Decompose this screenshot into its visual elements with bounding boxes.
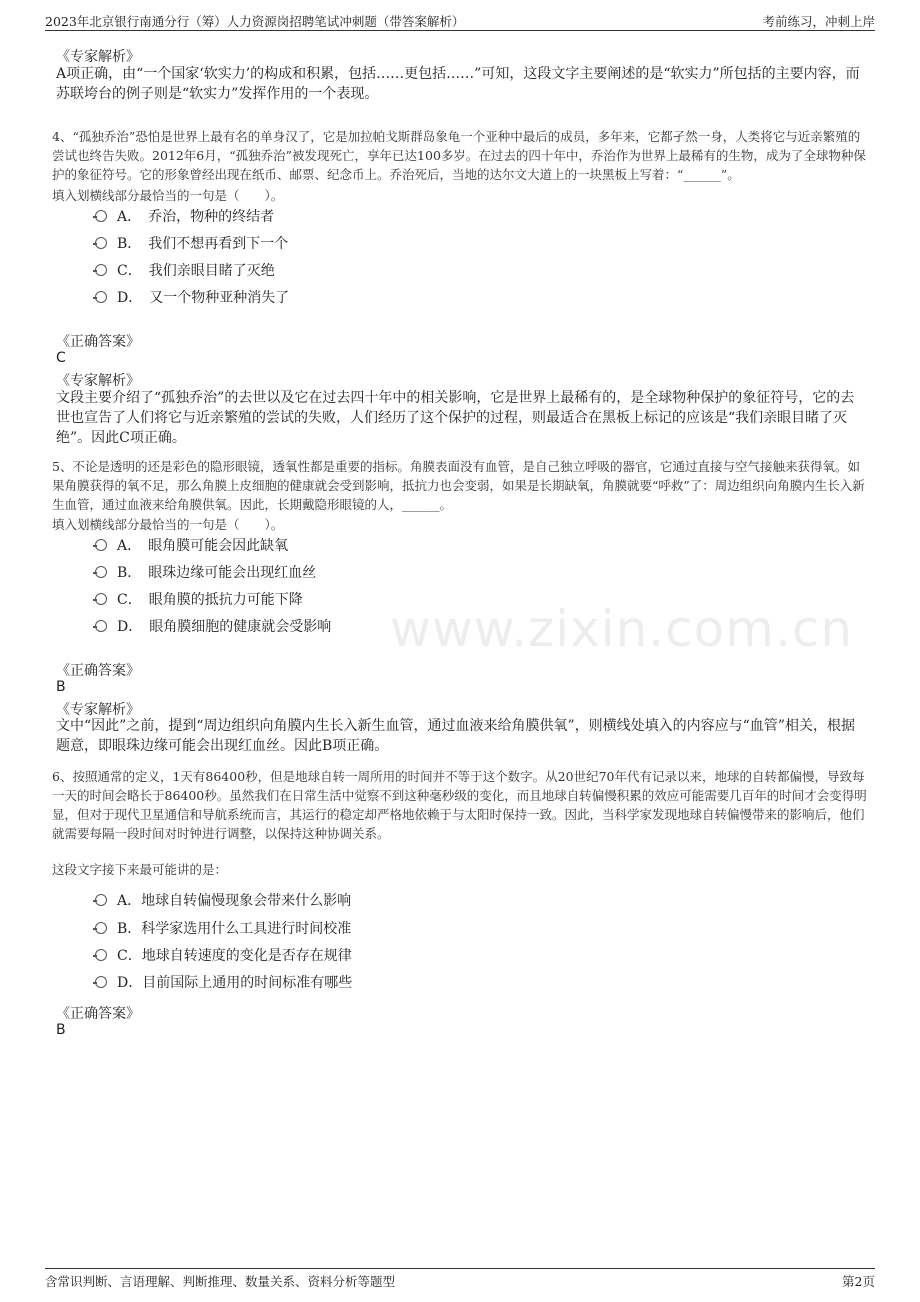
q4-prompt: 填入划横线部分最恰当的一句是（ ）。 [52, 188, 284, 203]
q5-option-c-text: C． 眼角膜的抵抗力可能下降 [117, 592, 303, 608]
q6-option-b[interactable] [95, 918, 351, 940]
footer-topics: 含常识判断、言语理解、判断推理、数量关系、资料分析等题型 [45, 1274, 396, 1289]
q5-option-b-text: B． 眼珠边缘可能会出现红血丝 [117, 565, 317, 581]
q6-prompt: 这段文字接下来最可能讲的是： [52, 862, 228, 877]
watermark: www.zixin.com.cn [390, 600, 854, 658]
q4-expert-label: 《专家解析》 [56, 373, 140, 389]
q6-option-d[interactable] [95, 972, 352, 994]
header-slogan: 考前练习，冲刺上岸 [762, 14, 875, 29]
q5-prompt: 填入划横线部分最恰当的一句是（ ）。 [52, 517, 284, 532]
q5-option-c[interactable] [95, 589, 303, 611]
radio-icon[interactable] [95, 539, 107, 551]
q5-option-a-text: A． 眼角膜可能会因此缺氧 [117, 538, 289, 554]
q6-stem: 6、按照通常的定义，1天有86400秒，但是地球自转一周所用的时间并不等于这个数字。从20世纪70年代有记录以来，地球的自转都偏慢，导致每一天的时间会略长于86400秒。虽然我们在日常生活中觉察不到这种毫秒级的变化，而且地球自转偏慢积累的效应可能需要几百年的时间才会变得明显，但对于现代卫星通信和导航系统而言，其运行的稳定却严格地依赖于与太阳时保持一致。因此，当科学家发现地球自转偏慢带来的影响后，他们就需要每隔一段时间对时钟进行调整，以保持这种协调关系。 [52, 769, 867, 841]
radio-icon[interactable] [95, 620, 107, 632]
radio-icon[interactable] [95, 210, 107, 222]
q5-option-b[interactable] [95, 562, 316, 584]
q4-explanation: 文段主要介绍了“孤独乔治”的去世以及它在过去四十年中的相关影响，它是世界上最稀有的，是全球物种保护的象征符号，它的去世也宣告了人们将它与近亲繁殖的尝试的失败，人们经历了这个保护的过程，则最适合在黑板上标记的应该是“我们亲眼目睹了灭绝”。因此C项正确。 [56, 390, 855, 446]
q3-expert-label: 《专家解析》 [56, 49, 140, 65]
q5-option-d-text: D． 眼角膜细胞的健康就会受影响 [117, 619, 332, 635]
radio-icon[interactable] [95, 894, 107, 906]
q5-answer: B [56, 679, 66, 695]
q6-answer: B [56, 1022, 66, 1038]
q6-option-b-text: B．科学家选用什么工具进行时间校准 [117, 921, 352, 937]
radio-icon[interactable] [95, 976, 107, 988]
q4-option-d-text: D． 又一个物种亚种消失了 [117, 290, 290, 306]
radio-icon[interactable] [95, 264, 107, 276]
radio-icon[interactable] [95, 291, 107, 303]
q5-explanation: 文中“因此”之前，提到“周边组织向角膜内生长入新生血管，通过血液来给角膜供氧”，则横线处填入的内容应与“血管”相关，根据题意，即眼珠边缘可能会出现红血丝。因此B项正确。 [56, 718, 855, 754]
page-number: 第2页 [842, 1274, 875, 1289]
q4-option-a-text: A． 乔治，物种的终结者 [117, 209, 275, 225]
q4-answer: C [56, 350, 66, 366]
q6-option-a-text: A．地球自转偏慢现象会带来什么影响 [117, 893, 352, 909]
radio-icon[interactable] [95, 922, 107, 934]
q4-option-c-text: C． 我们亲眼目睹了灭绝 [117, 263, 275, 279]
q5-answer-label: 《正确答案》 [56, 663, 140, 679]
q6-option-a[interactable] [95, 890, 351, 912]
q4-option-c[interactable] [95, 260, 275, 282]
page-footer [45, 1268, 875, 1289]
radio-icon[interactable] [95, 237, 107, 249]
q4-option-b-text: B． 我们不想再看到下一个 [117, 236, 289, 252]
radio-icon[interactable] [95, 566, 107, 578]
q5-expert-label: 《专家解析》 [56, 702, 140, 718]
radio-icon[interactable] [95, 593, 107, 605]
radio-icon[interactable] [95, 949, 107, 961]
q4-option-d[interactable] [95, 287, 289, 309]
q6-option-c-text: C．地球自转速度的变化是否存在规律 [117, 948, 352, 964]
q6-answer-label: 《正确答案》 [56, 1006, 140, 1022]
q5-stem: 5、不论是透明的还是彩色的隐形眼镜，透氧性都是重要的指标。角膜表面没有血管，是自己独立呼吸的器官，它通过直接与空气接触来获得氧。如果角膜获得的氧不足，那么角膜上皮细胞的健康就会受到影响，抵抗力也会变弱，如果是长期缺氧，角膜就要“呼救”了：周边组织向角膜内生长入新生血管，通过血液来给角膜供氧。因此，长期戴隐形眼镜的人，______。 [52, 459, 865, 512]
q3-explanation: A项正确，由“一个国家‘软实力’的构成和积累，包括……更包括……”可知，这段文字主要阐述的是“软实力”所包括的主要内容，而苏联垮台的例子则是“软实力”发挥作用的一个表现。 [56, 66, 860, 102]
q4-option-a[interactable] [95, 206, 274, 228]
q5-option-a[interactable] [95, 535, 288, 557]
document-title: 2023年北京银行南通分行（筹）人力资源岗招聘笔试冲刺题（带答案解析） [45, 14, 465, 29]
q6-option-d-text: D．目前国际上通用的时间标准有哪些 [117, 975, 353, 991]
page-header [45, 8, 875, 31]
q5-option-d[interactable] [95, 616, 331, 638]
q4-answer-label: 《正确答案》 [56, 334, 140, 350]
q4-stem: 4、“孤独乔治”恐怕是世界上最有名的单身汉了，它是加拉帕戈斯群岛象龟一个亚种中最后的成员，多年来，它都孑然一身，人类将它与近亲繁殖的尝试也终告失败。2012年6月，“孤独乔治”被发现死亡，享年已达100多岁。在过去的四十年中，乔治作为世界上最稀有的生物，成为了全球物种保护的象征符号。它的形象曾经出现在纸币、邮票、纪念币上。乔治死后，当地的达尔文大道上的一块黑板上写着：“______”。 [52, 129, 866, 182]
q4-option-b[interactable] [95, 233, 288, 255]
q6-option-c[interactable] [95, 945, 352, 967]
